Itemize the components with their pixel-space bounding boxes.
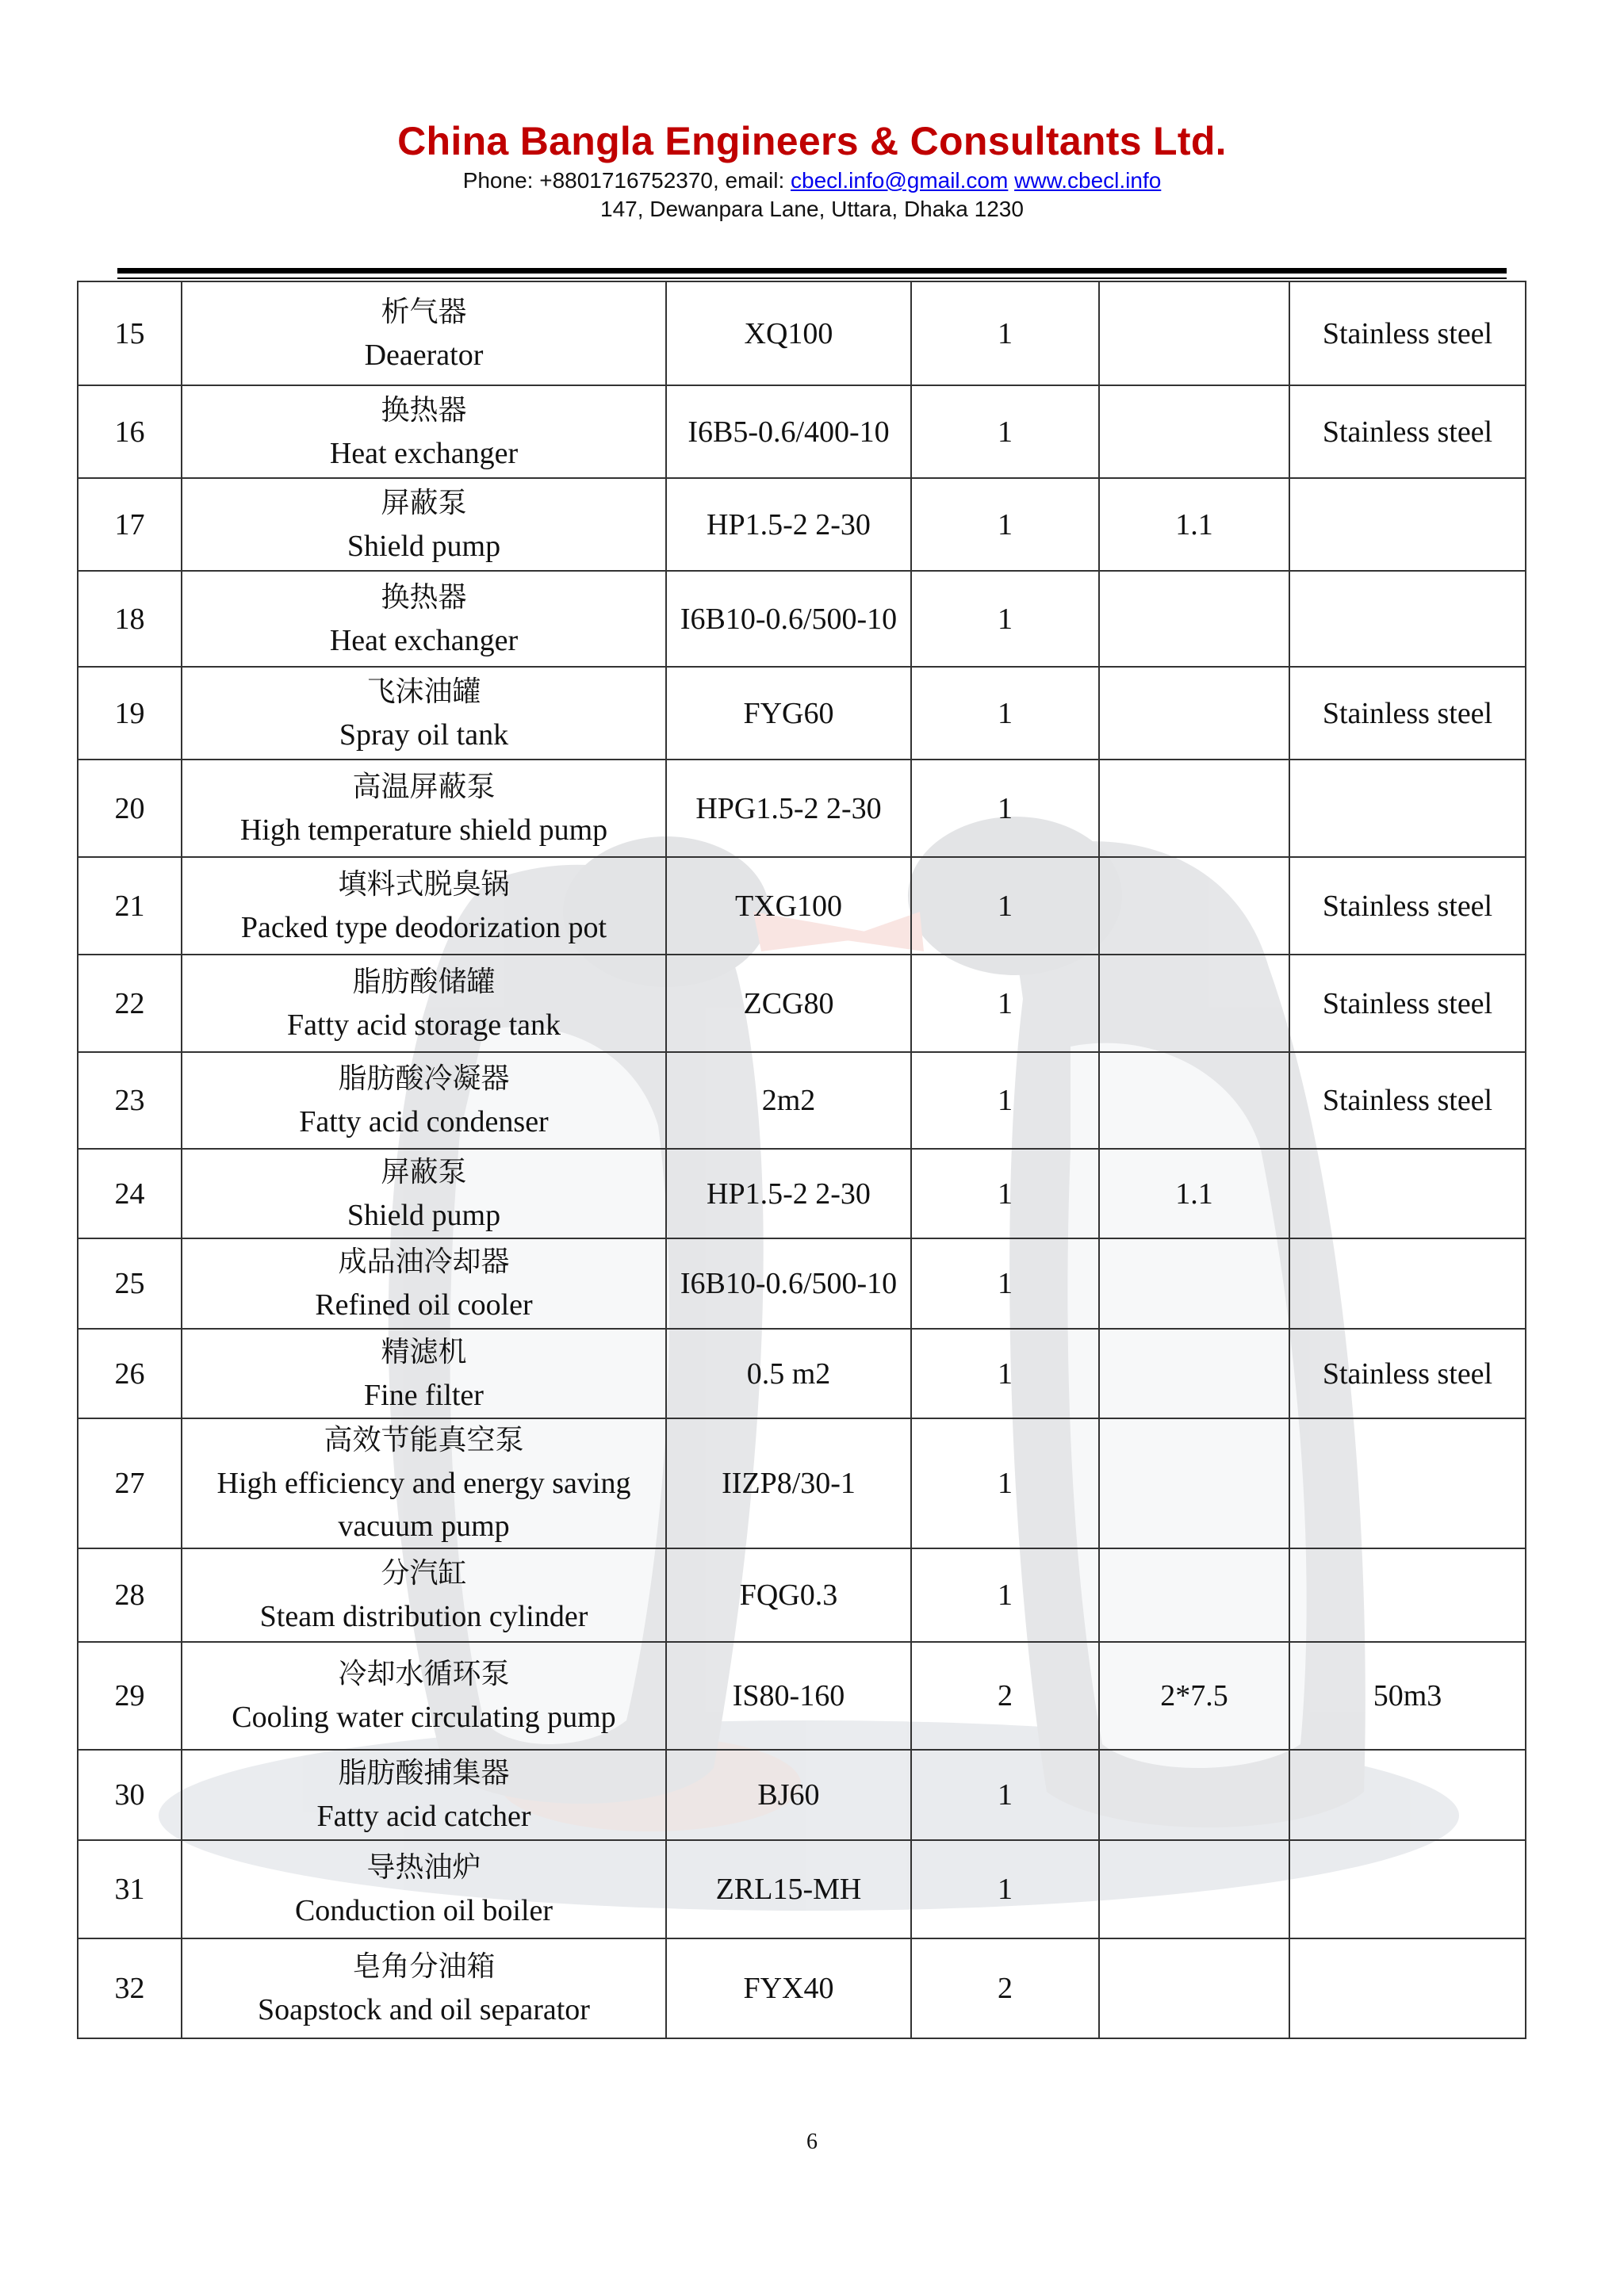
cell-item-number: 17 <box>78 478 182 571</box>
table-row <box>78 1329 1526 1418</box>
website-link[interactable]: www.cbecl.info <box>1014 168 1162 193</box>
cell-item-number: 28 <box>78 1548 182 1642</box>
cell-power: 2*7.5 <box>1099 1642 1289 1750</box>
cell-power: 1.1 <box>1099 1149 1289 1238</box>
cell-remark: Stainless steel <box>1289 281 1526 385</box>
description-chinese: 脂肪酸储罐 <box>352 965 496 998</box>
cell-item-number: 19 <box>78 667 182 760</box>
cell-description <box>182 281 666 385</box>
cell-remark <box>1289 1938 1526 2038</box>
cell-item-number: 32 <box>78 1938 182 2038</box>
description-chinese: 冷却水循环泵 <box>338 1658 510 1690</box>
cell-item-number: 15 <box>78 281 182 385</box>
cell-quantity: 1 <box>911 667 1099 760</box>
description-chinese: 皂角分油箱 <box>352 1950 496 1983</box>
description-english: Conduction oil boiler <box>294 1894 553 1927</box>
cell-model: FQG0.3 <box>666 1548 911 1642</box>
cell-quantity: 2 <box>911 1642 1099 1750</box>
cell-quantity: 1 <box>911 1052 1099 1149</box>
cell-remark <box>1289 1548 1526 1642</box>
phone-text: Phone: +8801716752370, email: <box>462 168 791 193</box>
description-english: High temperature shield pump <box>239 813 608 847</box>
description-chinese: 换热器 <box>381 580 467 614</box>
cell-power <box>1099 1938 1289 2038</box>
table-row <box>78 571 1526 667</box>
cell-power <box>1099 955 1289 1052</box>
description-chinese: 导热油炉 <box>366 1851 481 1884</box>
cell-quantity: 1 <box>911 478 1099 571</box>
description-english: Soapstock and oil separator <box>258 1993 590 2026</box>
letterhead <box>0 116 1624 224</box>
description-english: Fatty acid condenser <box>299 1105 549 1138</box>
description-chinese: 脂肪酸冷凝器 <box>338 1062 510 1095</box>
cell-power <box>1099 385 1289 478</box>
table-row <box>78 1149 1526 1238</box>
description-english: Fine filter <box>364 1378 484 1412</box>
cell-model: 2m2 <box>666 1052 911 1149</box>
cell-description <box>182 1750 666 1840</box>
cell-quantity: 1 <box>911 955 1099 1052</box>
cell-item-number: 18 <box>78 571 182 667</box>
cell-quantity: 2 <box>911 1938 1099 2038</box>
cell-quantity: 1 <box>911 1238 1099 1329</box>
page-number: 6 <box>806 2130 818 2154</box>
cell-description <box>182 1938 666 2038</box>
cell-remark: Stainless steel <box>1289 857 1526 955</box>
cell-model: I6B5-0.6/400-10 <box>666 385 911 478</box>
cell-model: FYG60 <box>666 667 911 760</box>
cell-remark <box>1289 478 1526 571</box>
cell-description <box>182 1329 666 1418</box>
cell-power <box>1099 760 1289 857</box>
description-chinese: 屏蔽泵 <box>381 486 467 519</box>
description-chinese: 分汽缸 <box>381 1557 467 1590</box>
cell-power <box>1099 1840 1289 1938</box>
cell-power <box>1099 1548 1289 1642</box>
description-english: Heat exchanger <box>329 436 519 470</box>
description-english: Refined oil cooler <box>315 1288 533 1322</box>
cell-description <box>182 478 666 571</box>
cell-power <box>1099 1052 1289 1149</box>
cell-model: HP1.5-2 2-30 <box>666 1149 911 1238</box>
description-chinese: 析气器 <box>381 295 467 328</box>
description-english: Fatty acid catcher <box>316 1800 531 1833</box>
table-row <box>78 667 1526 760</box>
table-row <box>78 955 1526 1052</box>
cell-model: TXG100 <box>666 857 911 955</box>
cell-power: 1.1 <box>1099 478 1289 571</box>
description-english: Heat exchanger <box>329 623 519 657</box>
cell-remark <box>1289 571 1526 667</box>
cell-model: I6B10-0.6/500-10 <box>666 1238 911 1329</box>
cell-model: I6B10-0.6/500-10 <box>666 571 911 667</box>
cell-model: IIZP8/30-1 <box>666 1418 911 1548</box>
table-row <box>78 1750 1526 1840</box>
cell-model: ZCG80 <box>666 955 911 1052</box>
cell-power <box>1099 857 1289 955</box>
cell-quantity: 1 <box>911 1418 1099 1548</box>
cell-item-number: 25 <box>78 1238 182 1329</box>
description-english: Fatty acid storage tank <box>286 1008 561 1042</box>
table-row <box>78 478 1526 571</box>
cell-item-number: 24 <box>78 1149 182 1238</box>
description-chinese: 脂肪酸捕集器 <box>338 1757 510 1789</box>
description-english: Spray oil tank <box>339 718 509 752</box>
cell-item-number: 20 <box>78 760 182 857</box>
description-english: Shield pump <box>347 529 501 563</box>
table-row <box>78 281 1526 385</box>
cell-quantity: 1 <box>911 385 1099 478</box>
cell-item-number: 26 <box>78 1329 182 1418</box>
description-english: Shield pump <box>347 1198 501 1232</box>
description-english: Cooling water circulating pump <box>232 1701 616 1734</box>
table-row <box>78 385 1526 478</box>
cell-item-number: 31 <box>78 1840 182 1938</box>
cell-remark: 50m3 <box>1289 1642 1526 1750</box>
description-chinese: 精滤机 <box>381 1335 467 1368</box>
table-row <box>78 857 1526 955</box>
table-row <box>78 1938 1526 2038</box>
table-row <box>78 1418 1526 1548</box>
cell-quantity: 1 <box>911 1840 1099 1938</box>
cell-item-number: 22 <box>78 955 182 1052</box>
cell-quantity: 1 <box>911 760 1099 857</box>
cell-description <box>182 760 666 857</box>
contact-line <box>0 166 1624 195</box>
cell-power <box>1099 1329 1289 1418</box>
cell-model: HPG1.5-2 2-30 <box>666 760 911 857</box>
description-chinese: 填料式脱臭锅 <box>338 867 510 901</box>
cell-description <box>182 1840 666 1938</box>
cell-remark: Stainless steel <box>1289 667 1526 760</box>
equipment-table <box>77 281 1526 2039</box>
address-line: 147, Dewanpara Lane, Uttara, Dhaka 1230 <box>600 197 1024 221</box>
description-chinese: 屏蔽泵 <box>381 1155 467 1188</box>
cell-remark: Stainless steel <box>1289 385 1526 478</box>
cell-power <box>1099 667 1289 760</box>
cell-item-number: 16 <box>78 385 182 478</box>
table-row <box>78 1052 1526 1149</box>
table-row <box>78 1238 1526 1329</box>
cell-remark <box>1289 1149 1526 1238</box>
cell-quantity: 1 <box>911 1329 1099 1418</box>
cell-item-number: 29 <box>78 1642 182 1750</box>
cell-model: ZRL15-MH <box>666 1840 911 1938</box>
cell-quantity: 1 <box>911 1750 1099 1840</box>
cell-quantity: 1 <box>911 1149 1099 1238</box>
cell-model: XQ100 <box>666 281 911 385</box>
cell-remark <box>1289 1418 1526 1548</box>
cell-remark <box>1289 1750 1526 1840</box>
cell-description <box>182 1642 666 1750</box>
description-english: Steam distribution cylinder <box>259 1600 588 1633</box>
cell-description <box>182 385 666 478</box>
cell-power <box>1099 1750 1289 1840</box>
cell-item-number: 21 <box>78 857 182 955</box>
cell-model: 0.5 m2 <box>666 1329 911 1418</box>
description-chinese: 成品油冷却器 <box>338 1246 510 1278</box>
cell-remark <box>1289 760 1526 857</box>
cell-quantity: 1 <box>911 571 1099 667</box>
cell-description <box>182 1548 666 1642</box>
table-row <box>78 1642 1526 1750</box>
cell-quantity: 1 <box>911 281 1099 385</box>
cell-description <box>182 571 666 667</box>
description-chinese: 高效节能真空泵 <box>324 1424 524 1456</box>
cell-description <box>182 955 666 1052</box>
cell-quantity: 1 <box>911 1548 1099 1642</box>
cell-item-number: 30 <box>78 1750 182 1840</box>
cell-remark <box>1289 1840 1526 1938</box>
cell-remark: Stainless steel <box>1289 955 1526 1052</box>
table-row <box>78 1548 1526 1642</box>
cell-description <box>182 667 666 760</box>
header-divider-thick <box>117 268 1507 274</box>
description-english: Packed type deodorization pot <box>240 910 607 944</box>
cell-description <box>182 1418 666 1548</box>
cell-description <box>182 857 666 955</box>
cell-remark: Stainless steel <box>1289 1329 1526 1418</box>
cell-model: FYX40 <box>666 1938 911 2038</box>
description-english: Deaerator <box>364 338 484 372</box>
cell-power <box>1099 1238 1289 1329</box>
cell-model: IS80-160 <box>666 1642 911 1750</box>
cell-model: BJ60 <box>666 1750 911 1840</box>
description-english: High efficiency and energy saving vacuum pump <box>216 1467 631 1543</box>
cell-remark: Stainless steel <box>1289 1052 1526 1149</box>
cell-power <box>1099 571 1289 667</box>
table-row <box>78 760 1526 857</box>
cell-model: HP1.5-2 2-30 <box>666 478 911 571</box>
description-chinese: 飞沫油罐 <box>366 675 481 708</box>
cell-power <box>1099 1418 1289 1548</box>
description-chinese: 高温屏蔽泵 <box>352 770 496 803</box>
description-chinese: 换热器 <box>381 393 467 427</box>
cell-description <box>182 1149 666 1238</box>
table-row <box>78 1840 1526 1938</box>
cell-quantity: 1 <box>911 857 1099 955</box>
company-name: China Bangla Engineers & Consultants Ltd. <box>397 119 1227 163</box>
cell-description <box>182 1238 666 1329</box>
cell-power <box>1099 281 1289 385</box>
cell-item-number: 23 <box>78 1052 182 1149</box>
email-link[interactable]: cbecl.info@gmail.com <box>791 168 1009 193</box>
cell-remark <box>1289 1238 1526 1329</box>
cell-description <box>182 1052 666 1149</box>
cell-item-number: 27 <box>78 1418 182 1548</box>
header-divider-thin <box>117 277 1507 279</box>
